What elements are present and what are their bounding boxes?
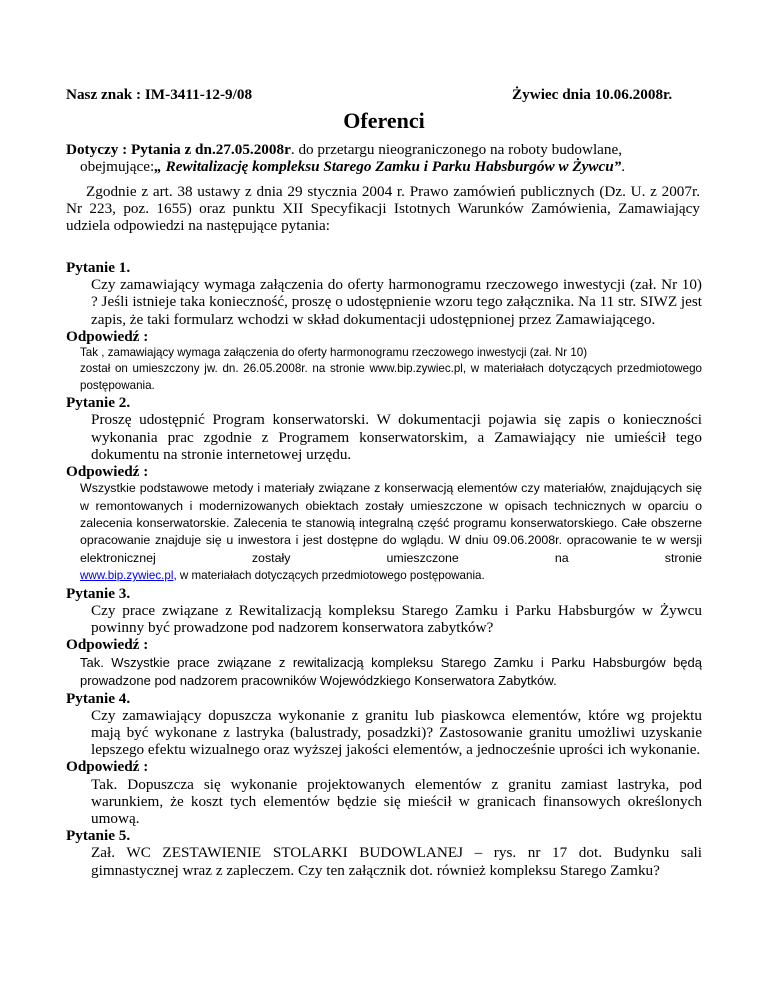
subject-text: . do przetargu nieograniczonego na roboty budowlane, [290, 141, 623, 158]
question-text-4: Czy zamawiający dopuszcza wykonanie z granitu lub piaskowca elementów, które wg projektu mają być wykonane z lastryka (balustrady, posadzki)? Zastosowanie granitu umożliwi uzyskanie lepszego efektu wizualnego oraz wyższej jakości elementów, a jednocześnie uprości ich wykonanie. [91, 706, 702, 759]
subject-prefix: Dotyczy : Pytania z dn.27.05.2008r [66, 141, 291, 158]
question-label-4: Pytanie 4. [66, 689, 131, 707]
answer-1-line2: został on umieszczony jw. dn. 26.05.2008r. na stronie www.bip.zywiec.pl, w materiałach dotyczących przedmiotowego postępowania. [80, 362, 702, 392]
subject-line2-prefix: obejmujące: [80, 158, 155, 176]
question-label-3: Pytanie 3. [66, 584, 131, 602]
answer-2-last-line [80, 567, 702, 584]
question-text-2: Proszę udostępnić Program konserwatorski. W dokumentacji pojawia się zapis o konieczności wykonania prac zgodnie z Programem konserwatorskim, a Zamawiający nie umieścił tego dokumentu na stronie internetowej urzędu. [91, 411, 702, 463]
bip-link[interactable]: www.bip.zywiec.pl [80, 569, 174, 583]
question-text-3: Czy prace związane z Rewitalizacją kompleksu Starego Zamku i Parku Habsburgów w Żywcu powinny być prowadzone pod nadzorem konserwatora zabytków? [91, 601, 702, 637]
answer-text-2 [66, 480, 702, 584]
page-title: Oferenci [343, 108, 425, 133]
answer-text-3: Tak. Wszystkie prace związane z rewitalizacją kompleksu Starego Zamku i Parku Habsburgów będą prowadzone pod nadzorem pracowników Wojewódzkiego Konserwatora Zabytków. [80, 654, 702, 688]
answer-2-end: , w materiałach dotyczących przedmiotowego postępowania. [173, 569, 485, 583]
answer-text-1 [66, 345, 702, 394]
intro-paragraph: Zgodnie z art. 38 ustawy z dnia 29 stycznia 2004 r. Prawo zamówień publicznych (Dz. U. z 2007r. Nr 223, poz. 1655) oraz punktu XII Specyfikacji Istotnych Warunków Zamówienia, Zamawiający udziela odpowiedzi na następujące pytania: [66, 183, 700, 235]
question-label-5: Pytanie 5. [66, 827, 131, 845]
answer-label-2: Odpowiedź : [66, 463, 149, 481]
answer-label-3: Odpowiedź : [66, 636, 149, 654]
answer-text-4: Tak. Dopuszcza się wykonanie projektowanych elementów z granitu zamiast lastryka, pod warunkiem, że koszt tych elementów będzie się mieścił w granicach finansowych określonych umową. [91, 775, 702, 827]
reference-number: Nasz znak : IM-3411-12-9/08 [66, 86, 253, 103]
place-date: Żywiec dnia 10.06.2008r. [512, 86, 673, 103]
answer-label-4: Odpowiedź : [66, 758, 149, 776]
answer-2-body: Wszystkie podstawowe metody i materiały związane z konserwacją elementów czy materiałów, znajdujących się w remontowanych i modernizowanych obiektach zostały umieszczone w opisach technicznych w oparciu o zalecenia konserwatorskie. Zalecenia te stanowią integralną część programu konserwatorskiego. Całe obszerne opracowanie znajduje się u inwestora i jest dostępne do wglądu. W dniu 09.06.2008r. opracowanie te w wersji elektronicznej zostały umieszczone na stronie [80, 481, 702, 565]
answer-1-line1: Tak , zamawiający wymaga załączenia do oferty harmonogramu rzeczowego inwestycji (zał. Nr 10) [80, 346, 588, 360]
subject-end: . [621, 158, 626, 176]
qa-content [66, 259, 702, 879]
subject-block [66, 141, 698, 175]
question-label-1: Pytanie 1. [66, 259, 131, 276]
subject-emphasis: „ Rewitalizację kompleksu Starego Zamku i Parku Habsburgów w Żywcu” [154, 158, 622, 176]
question-text-1: Czy zamawiający wymaga załączenia do oferty harmonogramu rzeczowego inwestycji (zał. Nr 10) ? Jeśli istnieje taka konieczność, proszę o udostępnienie wzoru tego załącznika. Na 11 str. SIWZ jest zapis, że taki formularz wchodzi w skład dokumentacji udostępnionej przez Zamawiającego. [91, 276, 702, 328]
question-label-2: Pytanie 2. [66, 394, 131, 412]
question-text-5: Zał. WC ZESTAWIENIE STOLARKI BUDOWLANEJ – rys. nr 17 dot. Budynku sali gimnastycznej wraz z zapleczem. Czy ten załącznik dot. również kompleksu Starego Zamku? [91, 844, 702, 879]
answer-label-1: Odpowiedź : [66, 327, 149, 345]
